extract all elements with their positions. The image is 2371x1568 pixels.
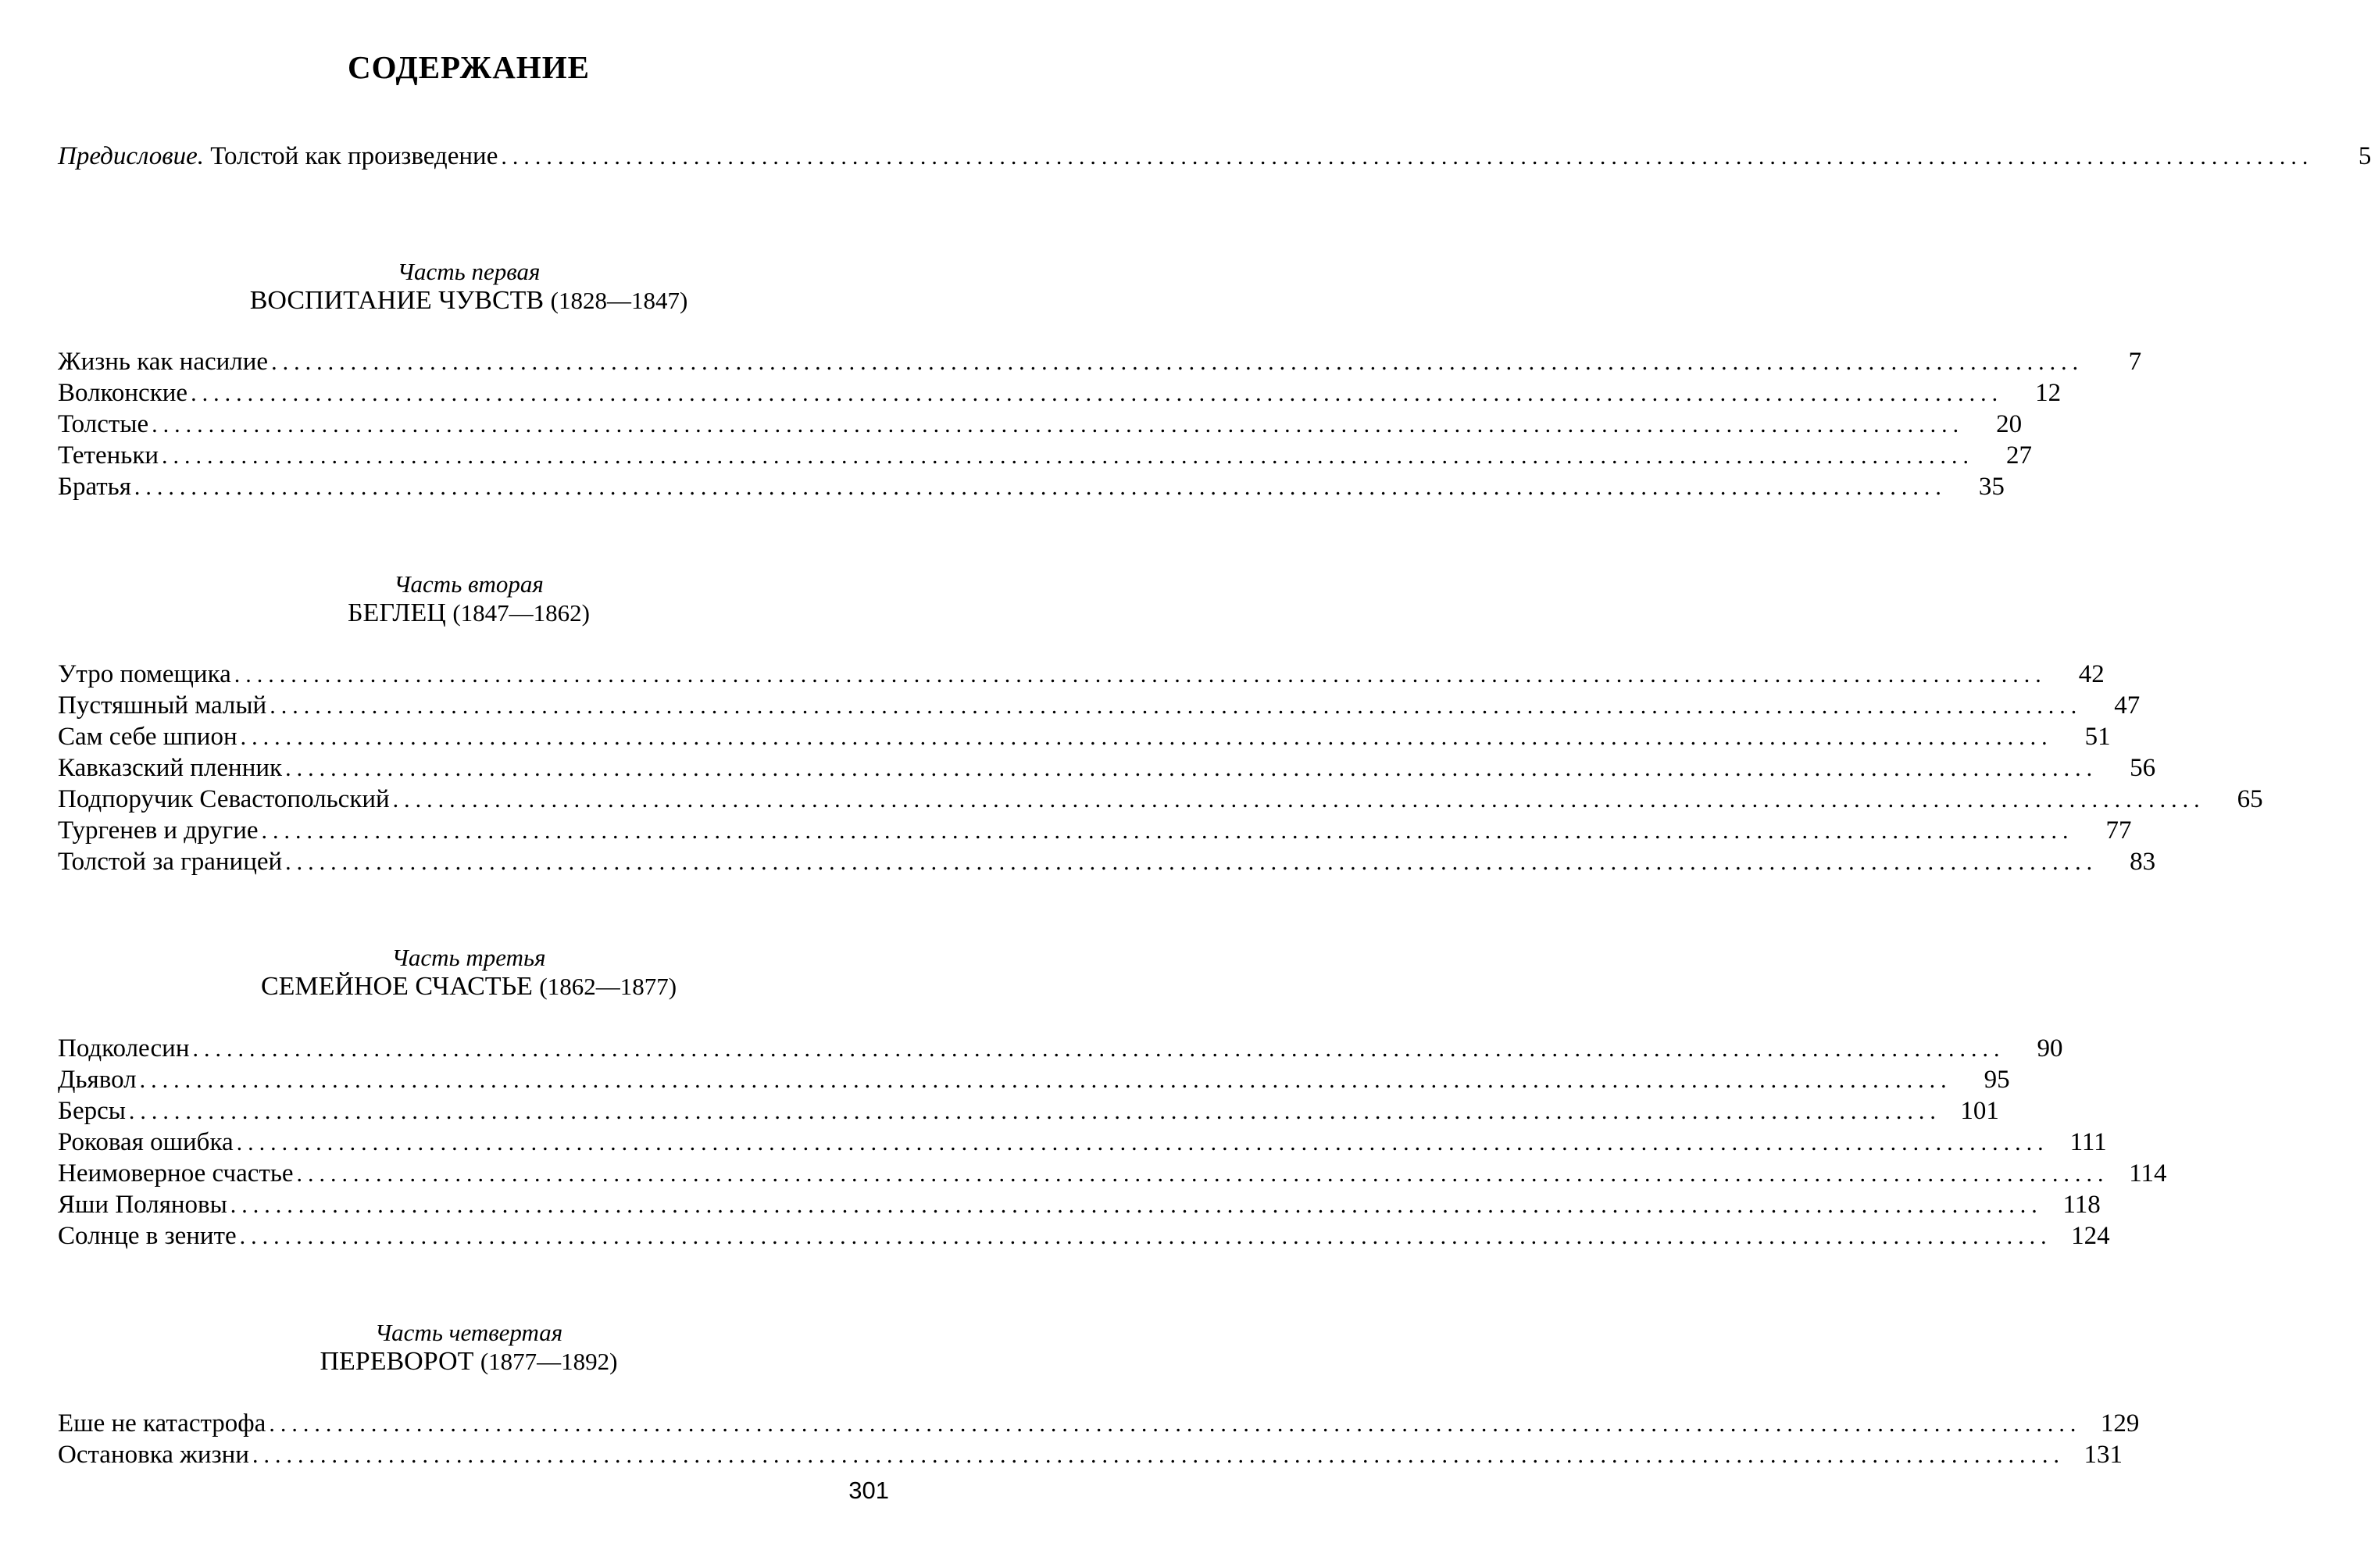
dot-leader: ................................................................................................................................................................	[270, 693, 2083, 719]
toc-entry[interactable]	[58, 438, 2033, 473]
page-title: СОДЕРЖАНИЕ	[348, 49, 590, 85]
dot-leader: ................................................................................................................................................................	[392, 787, 2205, 813]
toc-entry[interactable]	[58, 376, 2062, 410]
toc-entry-page: 77	[2105, 816, 2132, 845]
toc-entry-label: Еше не катастрофа	[58, 1409, 266, 1438]
toc-entry[interactable]	[58, 1031, 2063, 1066]
toc-entry-label: Берсы	[58, 1097, 126, 1125]
toc-entry[interactable]	[58, 470, 2005, 504]
dot-leader: ................................................................................................................................................................	[234, 662, 2047, 688]
toc-entry-preface[interactable]	[58, 139, 2371, 173]
toc-entry[interactable]	[58, 1094, 1999, 1128]
toc-entry[interactable]	[58, 1156, 2167, 1191]
toc-entry[interactable]	[58, 657, 2105, 691]
toc-entry-page: 7	[2128, 348, 2142, 376]
dot-leader: ................................................................................................................................................................	[240, 724, 2053, 750]
toc-entry-label: Остановка жизни	[58, 1441, 249, 1469]
toc-entry-label	[58, 139, 498, 173]
dot-leader: ................................................................................................................................................................	[236, 1130, 2049, 1155]
dot-leader: ................................................................................................................................................................	[252, 1442, 2065, 1468]
toc-entry-page: 12	[2035, 379, 2062, 407]
toc-entry-page: 90	[2037, 1034, 2063, 1063]
dot-leader: ................................................................................................................................................................	[261, 818, 2074, 844]
toc-entry[interactable]	[58, 751, 2156, 785]
part-years: (1877—1892)	[480, 1348, 618, 1375]
toc-entry[interactable]	[58, 782, 2263, 816]
dot-leader: ................................................................................................................................................................	[152, 412, 1965, 438]
part-years: (1862—1877)	[539, 973, 677, 1000]
toc-entry[interactable]	[58, 813, 2132, 848]
toc-entry-label: Солнце в зените	[58, 1222, 237, 1250]
toc-entry-page: 131	[2084, 1441, 2123, 1469]
toc-entry-label: Тургенев и другие	[58, 816, 259, 845]
toc-entry[interactable]	[58, 345, 2142, 379]
part-caption: Часть третья	[391, 944, 546, 971]
dot-leader: ................................................................................................................................................................	[191, 380, 2004, 406]
preface-italic-label: Предисловие.	[58, 142, 205, 170]
toc-entry-label: Утро помещика	[58, 660, 231, 688]
dot-leader: ................................................................................................................................................................	[239, 1223, 2052, 1249]
toc-entry-page: 27	[2006, 441, 2033, 470]
part-name: ПЕРЕВОРОТ	[320, 1347, 474, 1376]
toc-entry[interactable]	[58, 1406, 2140, 1441]
dot-leader: ................................................................................................................................................................	[501, 144, 2314, 170]
toc-entry-page: 124	[2071, 1222, 2110, 1250]
dot-leader: ................................................................................................................................................................	[192, 1036, 2005, 1062]
toc-entry-page: 129	[2100, 1409, 2140, 1438]
toc-entry[interactable]	[58, 720, 2111, 754]
dot-leader: ................................................................................................................................................................	[128, 1098, 1941, 1124]
toc-entry[interactable]	[58, 407, 2023, 441]
dot-leader: ................................................................................................................................................................	[271, 349, 2084, 375]
part-name: СЕМЕЙНОЕ СЧАСТЬЕ	[260, 972, 533, 1001]
part-caption: Часть четвертая	[374, 1319, 563, 1346]
toc-entry-page: 95	[1984, 1066, 2010, 1094]
toc-entry-label: Жизнь как насилие	[58, 348, 269, 376]
part-title	[0, 1345, 937, 1378]
preface-label: Толстой как произведение	[210, 142, 498, 170]
dot-leader: ................................................................................................................................................................	[285, 755, 2098, 781]
toc-entry[interactable]	[58, 688, 2141, 723]
part-years: (1828—1847)	[550, 287, 688, 314]
toc-entry-page: 83	[2130, 848, 2156, 876]
part-name: БЕГЛЕЦ	[348, 598, 446, 627]
part-title	[0, 970, 937, 1003]
dot-leader: ................................................................................................................................................................	[134, 474, 1947, 500]
toc-entry[interactable]	[58, 1063, 2010, 1097]
toc-entry-page: 118	[2062, 1191, 2101, 1219]
part-caption: Часть вторая	[394, 570, 544, 598]
toc-entry-label: Дьявол	[58, 1066, 137, 1094]
toc-entry-label: Толстой за границей	[58, 848, 283, 876]
toc-entry-label: Тетеньки	[58, 441, 159, 470]
toc-entry-label: Волконские	[58, 379, 188, 407]
toc-entry-label: Роковая ошибка	[58, 1128, 234, 1156]
part-title	[0, 597, 937, 630]
toc-entry-label: Пустяшный малый	[58, 691, 267, 720]
toc-entry[interactable]	[58, 845, 2156, 879]
toc-entry[interactable]	[58, 1438, 2123, 1472]
toc-entry-page: 111	[2069, 1128, 2107, 1156]
toc-entry-page: 20	[1996, 410, 2023, 438]
toc-entry[interactable]	[58, 1125, 2107, 1159]
part-name: ВОСПИТАНИЕ ЧУВСТВ	[249, 286, 545, 315]
page-number: 301	[848, 1477, 889, 1504]
toc-entry-label: Подколесин	[58, 1034, 190, 1063]
toc-entry-label: Неимоверное счастье	[58, 1159, 294, 1188]
toc-entry-page: 101	[1960, 1097, 1999, 1125]
toc-entry-page: 42	[2078, 660, 2105, 688]
part-years: (1847—1862)	[452, 599, 590, 627]
dot-leader: ................................................................................................................................................................	[230, 1192, 2043, 1218]
toc-entry-page: 56	[2130, 754, 2156, 782]
toc-entry-label: Сам себе шпион	[58, 723, 237, 751]
toc-entry[interactable]	[58, 1219, 2110, 1253]
part-caption: Часть первая	[397, 258, 541, 285]
toc-entry-label: Подпоручик Севастопольский	[58, 785, 390, 813]
toc-entry-page: 5	[2358, 142, 2371, 170]
toc-entry-label: Яши Поляновы	[58, 1191, 227, 1219]
dot-leader: ................................................................................................................................................................	[269, 1411, 2082, 1437]
toc-entry-label: Толстые	[58, 410, 149, 438]
toc-entry-page: 51	[2084, 723, 2111, 751]
toc-entry-page: 114	[2129, 1159, 2167, 1188]
dot-leader: ................................................................................................................................................................	[162, 443, 1975, 469]
dot-leader: ................................................................................................................................................................	[139, 1067, 1952, 1093]
toc-entry-label: Братья	[58, 473, 131, 501]
dot-leader: ................................................................................................................................................................	[285, 849, 2098, 875]
toc-entry-label: Кавказский пленник	[58, 754, 283, 782]
toc-entry-page: 35	[1978, 473, 2005, 501]
toc-entry-page: 47	[2114, 691, 2141, 720]
part-title	[0, 284, 937, 317]
toc-entry-page: 65	[2237, 785, 2263, 813]
toc-entry[interactable]	[58, 1188, 2101, 1222]
dot-leader: ................................................................................................................................................................	[296, 1161, 2109, 1187]
